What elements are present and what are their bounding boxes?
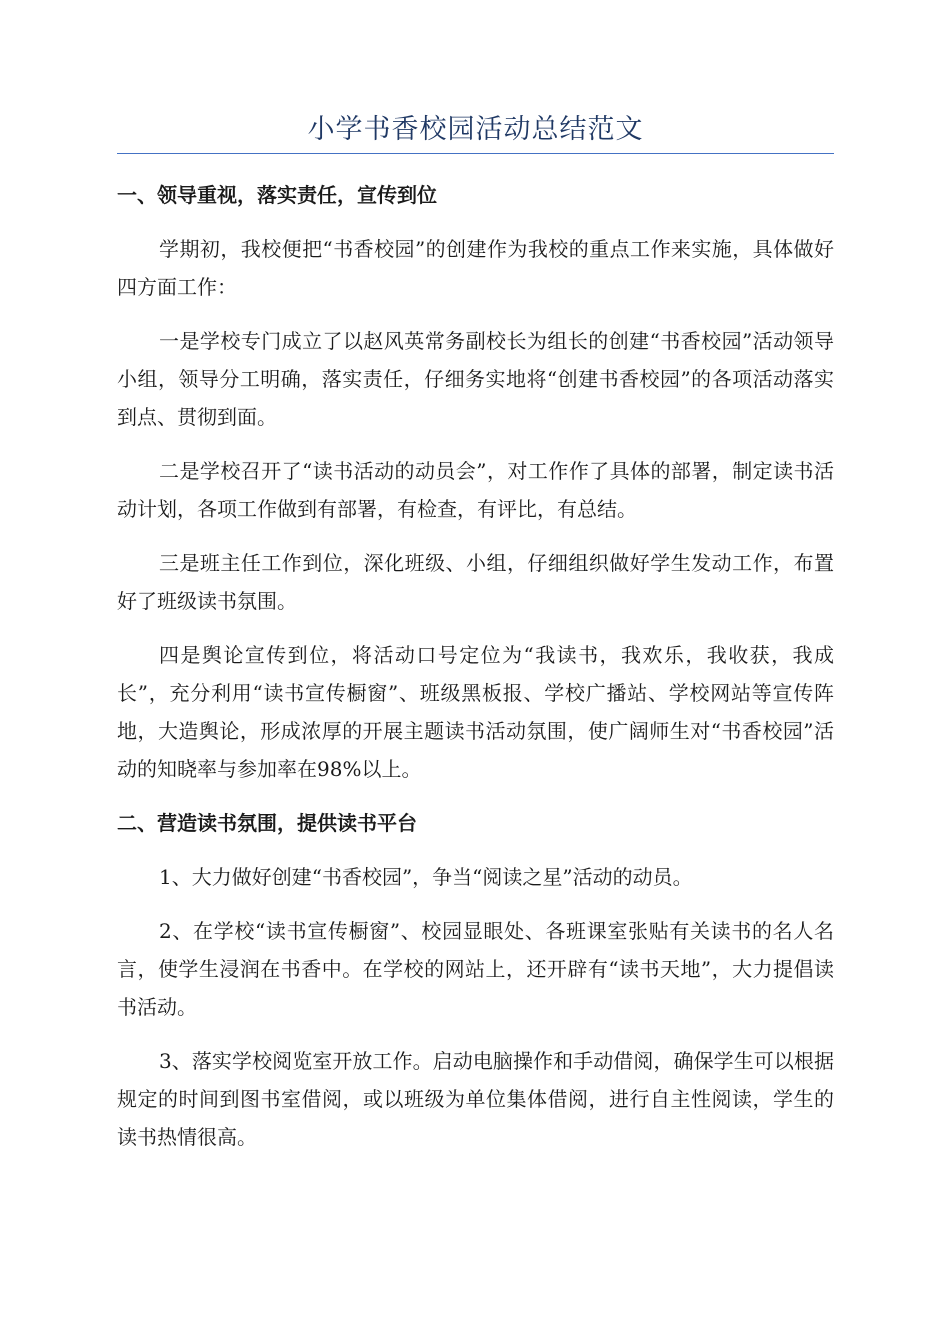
paragraph: 二是学校召开了“读书活动的动员会”，对工作作了具体的部署，制定读书活动计划，各项工作做到有部署，有检查，有评比，有总结。	[117, 459, 834, 521]
paragraph: 3、落实学校阅览室开放工作。启动电脑操作和手动借阅，确保学生可以根据规定的时间到图书室借阅，或以班级为单位集体借阅，进行自主性阅读，学生的读书热情很高。	[117, 1049, 834, 1149]
section-heading-2: 二、营造读书氛围，提供读书平台	[117, 811, 417, 835]
paragraph: 三是班主任工作到位，深化班级、小组，仔细组织做好学生发动工作，布置好了班级读书氛围。	[117, 551, 834, 613]
document-body	[117, 176, 834, 1172]
section-heading-1: 一、领导重视，落实责任，宣传到位	[117, 183, 437, 207]
paragraph: 一是学校专门成立了以赵风英常务副校长为组长的创建“书香校园”活动领导小组，领导分工明确，落实责任，仔细务实地将“创建书香校园”的各项活动落实到点、贯彻到面。	[117, 329, 834, 429]
document-title: 小学书香校园活动总结范文	[307, 114, 644, 145]
title-underline	[117, 153, 834, 154]
paragraph: 学期初，我校便把“书香校园”的创建作为我校的重点工作来实施，具体做好四方面工作：	[117, 237, 834, 299]
paragraph: 1、大力做好创建“书香校园”，争当“阅读之星”活动的动员。	[159, 865, 693, 889]
paragraph: 2、在学校“读书宣传橱窗”、校园显眼处、各班课室张贴有关读书的名人名言，使学生浸润在书香中。在学校的网站上，还开辟有“读书天地”，大力提倡读书活动。	[117, 919, 834, 1019]
paragraph: 四是舆论宣传到位，将活动口号定位为“我读书，我欢乐，我收获，我成长”，充分利用“读书宣传橱窗”、班级黑板报、学校广播站、学校网站等宣传阵地，大造舆论，形成浓厚的开展主题读书活动氛围，使广阔师生对“书香校园”活动的知晓率与参加率在98%以上。	[117, 643, 834, 781]
